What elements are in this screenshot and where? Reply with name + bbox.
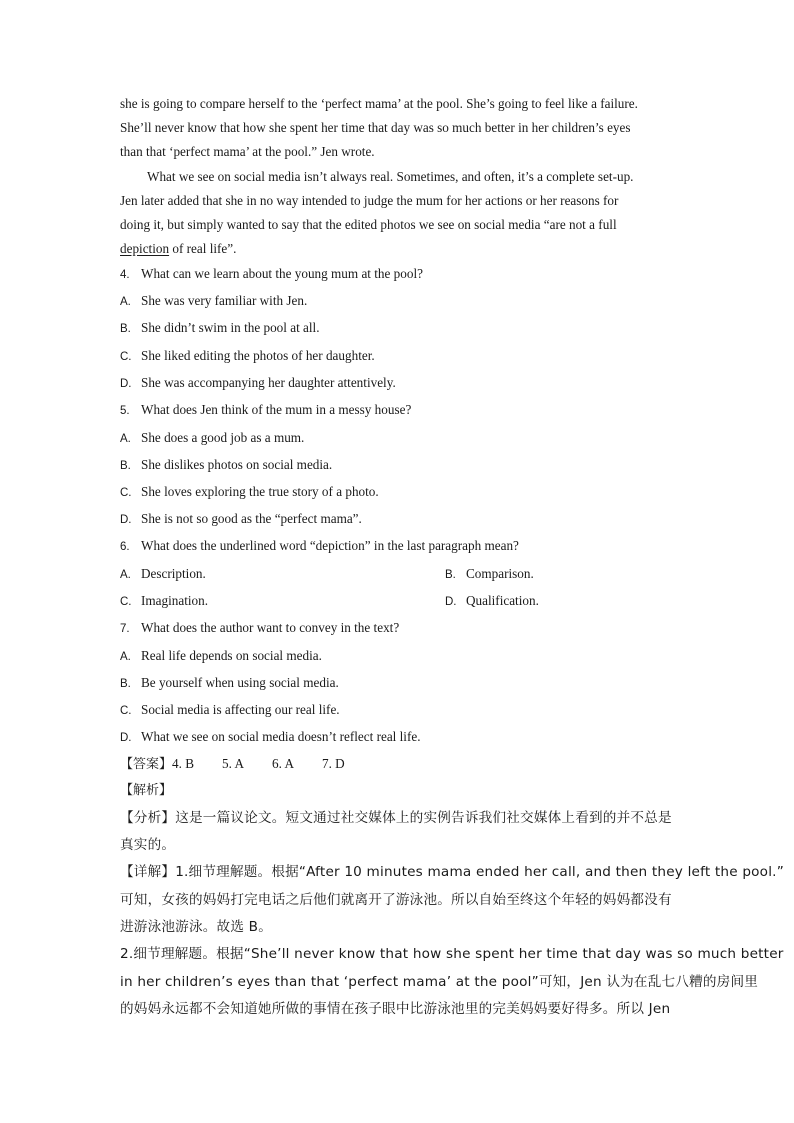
analysis-summary <box>120 808 672 828</box>
option-text: She didn’t swim in the pool at all. <box>141 320 320 335</box>
passage-line: She’ll never know that how she spent her time that day was so much better in her children’s eyes <box>120 120 631 135</box>
option <box>120 319 320 338</box>
option-text: What we see on social media doesn’t reflect real life. <box>141 729 421 744</box>
option-label: A. <box>120 651 131 663</box>
option-label: C. <box>120 705 132 717</box>
passage-line: she is going to compare herself to the ‘perfect mama’ at the pool. She’s going to feel like a failure. <box>120 96 638 111</box>
option-text: Social media is affecting our real life. <box>141 702 340 717</box>
detail-line: in her children’s eyes than that ‘perfect mama’ at the pool”可知，Jen 认为在乱七八糟的房间里 <box>120 974 759 990</box>
question-stem <box>120 619 399 638</box>
option <box>120 647 322 666</box>
option-text: Comparison. <box>466 566 534 581</box>
option <box>120 483 379 502</box>
question-stem <box>120 537 519 556</box>
detail-text: 1.细节理解题。根据“After 10 minutes mama ended her call, and then they left the pool.” <box>175 864 784 880</box>
option <box>120 456 332 475</box>
option <box>120 347 375 366</box>
analysis-text: 真实的。 <box>120 837 176 853</box>
option-text: She is not so good as the “perfect mama”. <box>141 511 362 526</box>
option-label: C. <box>120 351 132 363</box>
passage-line: Jen later added that she in no way intended to judge the mum for her actions or her reasons for <box>120 193 619 208</box>
fenxi-tag: 【分析】 <box>120 810 176 826</box>
answer-item: 4. B <box>172 756 194 771</box>
xiangjie-tag: 【详解】 <box>120 864 176 880</box>
passage-line <box>120 240 236 258</box>
analysis-tag: 【解析】 <box>120 783 173 798</box>
option <box>120 292 307 311</box>
detail-line <box>120 862 784 882</box>
option-text: She does a good job as a mum. <box>141 430 305 445</box>
underlined-word: depiction <box>120 241 170 256</box>
option-label: D. <box>120 378 132 390</box>
question-text: What does Jen think of the mum in a messy house? <box>141 402 412 417</box>
detail-line: 可知，女孩的妈妈打完电话之后他们就离开了游泳池。所以自始至终这个年轻的妈妈都没有 <box>120 892 672 908</box>
option-text: Imagination. <box>141 593 209 608</box>
question-number: 7. <box>120 623 130 635</box>
option-text: She was accompanying her daughter attentively. <box>141 375 396 390</box>
option <box>120 701 340 720</box>
option-label: A. <box>120 433 131 445</box>
option <box>120 728 421 747</box>
option <box>445 592 539 611</box>
option-label: B. <box>120 460 131 472</box>
option-label: A. <box>120 296 131 308</box>
option-text: She was very familiar with Jen. <box>141 293 308 308</box>
question-text: What does the author want to convey in the text? <box>141 620 400 635</box>
option <box>120 674 339 693</box>
option-label: D. <box>120 732 132 744</box>
detail-line: 进游泳池游泳。故选 B。 <box>120 919 272 935</box>
question-text: What does the underlined word “depiction” in the last paragraph mean? <box>141 538 519 553</box>
passage-text: of real life”. <box>169 241 237 256</box>
answer-item: 5. A <box>222 756 244 771</box>
option-text: Be yourself when using social media. <box>141 675 339 690</box>
answer-item: 7. D <box>321 756 345 771</box>
question-stem <box>120 265 423 284</box>
analysis-text: 这是一篇议论文。短文通过社交媒体上的实例告诉我们社交媒体上看到的并不总是 <box>175 810 672 826</box>
option <box>120 592 208 611</box>
answer-line <box>120 755 373 774</box>
option-text: She liked editing the photos of her daughter. <box>141 348 375 363</box>
question-number: 5. <box>120 405 130 417</box>
option-text: Qualification. <box>466 593 539 608</box>
option-label: D. <box>120 514 132 526</box>
option-label: D. <box>445 596 457 608</box>
detail-line: 2.细节理解题。根据“She’ll never know that how she spent her time that day was so much better <box>120 946 784 962</box>
option <box>120 565 206 584</box>
option-text: She loves exploring the true story of a photo. <box>141 484 379 499</box>
question-text: What can we learn about the young mum at the pool? <box>141 266 423 281</box>
detail-line: 的妈妈永远都不会知道她所做的事情在孩子眼中比游泳池里的完美妈妈要好得多。所以 Jen <box>120 1001 671 1017</box>
option-label: A. <box>120 569 131 581</box>
option <box>445 565 534 584</box>
passage-line: than that ‘perfect mama’ at the pool.” Jen wrote. <box>120 144 375 159</box>
question-number: 6. <box>120 541 130 553</box>
option-text: Description. <box>141 566 206 581</box>
option-text: Real life depends on social media. <box>141 648 322 663</box>
option-label: B. <box>120 678 131 690</box>
answer-item: 6. A <box>271 756 294 771</box>
passage-line: doing it, but simply wanted to say that the edited photos we see on social media “are not a full <box>120 217 617 232</box>
option-label: C. <box>120 596 132 608</box>
option-label: C. <box>120 487 132 499</box>
question-stem <box>120 401 411 420</box>
answer-tag: 【答案】 <box>120 757 173 772</box>
option-label: B. <box>445 569 456 581</box>
question-number: 4. <box>120 269 130 281</box>
option <box>120 429 304 448</box>
option-label: B. <box>120 323 131 335</box>
passage-line: What we see on social media isn’t always real. Sometimes, and often, it’s a complete set-up. <box>147 169 634 184</box>
option <box>120 374 396 393</box>
option <box>120 510 362 529</box>
option-text: She dislikes photos on social media. <box>141 457 333 472</box>
